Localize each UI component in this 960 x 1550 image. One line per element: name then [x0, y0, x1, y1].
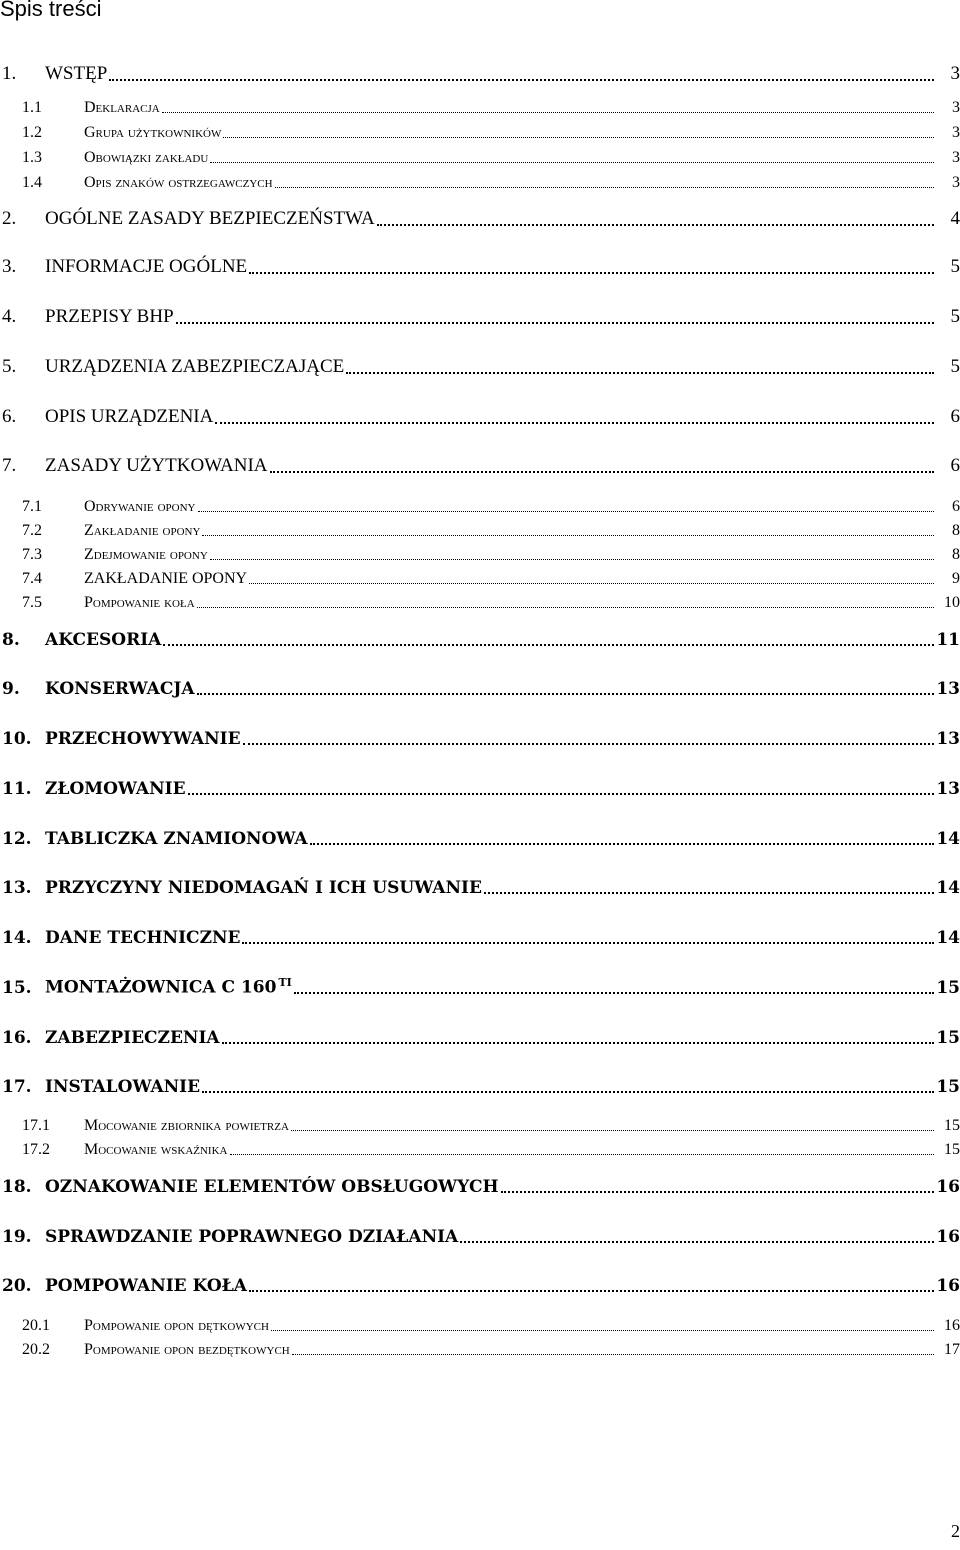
dot-leader — [202, 1091, 934, 1093]
dot-leader — [377, 224, 934, 226]
toc-entry-page: 8 — [952, 546, 960, 563]
toc-entry-label-text: Zakładanie opony — [84, 522, 201, 539]
toc-entry-page: 13 — [936, 679, 960, 699]
toc-entry-label — [84, 546, 208, 564]
toc-entry-label-text: OPIS URZĄDZENIA — [45, 406, 214, 427]
page-title: Spis treści — [0, 0, 102, 21]
toc-entry-label — [84, 1117, 289, 1135]
toc-entry-number: 4. — [2, 306, 17, 327]
toc-entry-label-text: URZĄDZENIA ZABEZPIECZAJĄCE — [45, 356, 345, 377]
dot-leader — [291, 1130, 934, 1131]
toc-entry[interactable] — [0, 405, 960, 429]
toc-entry-number: 20.1 — [22, 1317, 50, 1334]
dot-leader — [249, 583, 934, 584]
toc-entry[interactable] — [0, 119, 960, 143]
toc-entry-page: 13 — [936, 779, 960, 799]
toc-entry-label — [45, 1227, 458, 1247]
toc-entry-label-text: INFORMACJE OGÓLNE — [45, 256, 248, 277]
toc-entry-number: 17.2 — [22, 1141, 50, 1158]
dot-leader — [460, 1241, 934, 1243]
toc-entry-label — [45, 878, 482, 898]
dot-leader — [242, 942, 934, 944]
toc-entry-page: 16 — [936, 1227, 960, 1247]
toc-entry-label — [45, 976, 292, 998]
toc-entry-label — [45, 455, 268, 477]
toc-entry-page: 16 — [944, 1317, 960, 1334]
toc-entry-number: 5. — [2, 356, 17, 377]
toc-entry-page: 3 — [952, 99, 960, 116]
dot-leader — [501, 1191, 934, 1193]
toc-entry-label-text: TABLICZKA ZNAMIONOWA — [45, 829, 308, 849]
page-number: 2 — [951, 1521, 960, 1541]
toc-entry-label-text: ZAKŁADANIE OPONY — [84, 570, 248, 587]
toc-entry-label — [84, 498, 196, 516]
toc-entry-number: 1.2 — [22, 124, 42, 141]
toc-entry-page: 15 — [936, 1077, 960, 1097]
toc-entry-label-text: ZABEZPIECZENIA — [45, 1028, 220, 1048]
toc-entry-label-text: ZASADY UŻYTKOWANIA — [45, 455, 268, 476]
toc-entry-page: 11 — [936, 630, 960, 650]
toc-entry-label — [84, 99, 160, 117]
toc-entry-label — [45, 630, 161, 650]
toc-entry-label — [45, 779, 186, 799]
toc-entry[interactable] — [0, 1112, 960, 1136]
toc-entry[interactable] — [0, 454, 960, 478]
dot-leader — [109, 79, 934, 81]
toc-entry-label — [45, 63, 107, 85]
toc-entry[interactable] — [0, 62, 960, 86]
toc-entry-page: 15 — [944, 1117, 960, 1134]
toc-entry[interactable] — [0, 1025, 960, 1049]
toc-entry[interactable] — [0, 1174, 960, 1198]
toc-entry[interactable] — [0, 255, 960, 279]
dot-leader — [243, 743, 934, 745]
toc-entry-label — [45, 1276, 247, 1296]
toc-entry[interactable] — [0, 355, 960, 379]
toc-entry-label-text: MONTAŻOWNICA C 160 — [45, 978, 277, 998]
toc-entry-page: 13 — [936, 729, 960, 749]
toc-entry-label — [84, 570, 247, 588]
toc-entry-number: 13. — [2, 878, 32, 898]
toc-entry-number: 11. — [2, 779, 32, 799]
toc-entry-label-text: Grupa użytkowników — [84, 124, 222, 141]
toc-entry-number: 7.1 — [22, 498, 42, 515]
toc-entry-number: 9. — [2, 679, 20, 699]
toc-entry-label-text: INSTALOWANIE — [45, 1077, 201, 1097]
toc-entry-page: 17 — [944, 1341, 960, 1358]
dot-leader — [188, 793, 934, 795]
toc-entry-superscript: TI — [278, 976, 292, 990]
toc-entry-label — [84, 1141, 228, 1159]
dot-leader — [249, 272, 934, 274]
dot-leader — [197, 607, 934, 608]
toc-entry[interactable] — [0, 207, 960, 231]
dot-leader — [271, 1330, 934, 1331]
toc-entry-number: 19. — [2, 1227, 32, 1247]
toc-entry-label — [45, 928, 240, 948]
toc-entry-label-text: WSTĘP — [45, 63, 108, 84]
dot-leader — [484, 892, 934, 894]
toc-entry-number: 1.4 — [22, 174, 42, 191]
toc-entry-number: 15. — [2, 978, 32, 998]
dot-leader — [222, 1042, 934, 1044]
toc-entry-number: 6. — [2, 406, 17, 427]
toc-entry-page: 3 — [952, 174, 960, 191]
toc-entry[interactable] — [0, 305, 960, 329]
dot-leader — [210, 162, 934, 163]
dot-leader — [202, 535, 934, 536]
toc-entry[interactable] — [0, 169, 960, 193]
toc-entry-label — [45, 1177, 499, 1197]
dot-leader — [249, 1290, 934, 1292]
toc-entry-label-text: SPRAWDZANIE POPRAWNEGO DZIAŁANIA — [45, 1227, 459, 1247]
toc-entry-label — [84, 174, 273, 192]
toc-entry-page: 3 — [950, 63, 960, 84]
toc-entry-page: 6 — [950, 455, 960, 476]
toc-entry-number: 17. — [2, 1077, 32, 1097]
toc-entry-page: 6 — [952, 498, 960, 515]
toc-entry[interactable] — [0, 565, 960, 589]
toc-entry-label-text: PRZYCZYNY NIEDOMAGAŃ I ICH USUWANIE — [45, 878, 482, 898]
toc-entry-page: 6 — [950, 406, 960, 427]
toc-entry-label-text: Pompowanie opon dętkowych — [84, 1317, 269, 1334]
toc-entry-page: 15 — [944, 1141, 960, 1158]
toc-entry-label — [45, 679, 195, 699]
toc-entry-page: 5 — [950, 256, 960, 277]
toc-entry[interactable] — [0, 776, 960, 800]
toc-entry-page: 14 — [936, 878, 960, 898]
toc-entry-page: 10 — [944, 594, 960, 611]
toc-entry-label-text: Pompowanie opon bezdętkowych — [84, 1341, 290, 1358]
toc-entry[interactable] — [0, 676, 960, 700]
toc-entry-page: 3 — [952, 149, 960, 166]
dot-leader — [215, 422, 934, 424]
toc-entry-page: 8 — [952, 522, 960, 539]
toc-entry-page: 5 — [950, 356, 960, 377]
toc-entry[interactable] — [0, 144, 960, 168]
toc-entry[interactable] — [0, 1336, 960, 1360]
toc-entry[interactable] — [0, 1136, 960, 1160]
toc-entry[interactable] — [0, 726, 960, 750]
toc-entry-page: 5 — [950, 306, 960, 327]
toc-entry-label-text: Deklaracja — [84, 99, 160, 116]
toc-entry-label-text: Opis znaków ostrzegawczych — [84, 174, 273, 191]
toc-entry-label-text: Mocowanie wskaźnika — [84, 1141, 228, 1158]
toc-entry-page: 4 — [950, 208, 960, 229]
toc-entry-label — [84, 149, 208, 167]
toc-entry-label-text: ZŁOMOWANIE — [45, 779, 186, 799]
toc-entry-label — [45, 356, 344, 378]
toc-entry[interactable] — [0, 826, 960, 850]
toc-entry[interactable] — [0, 925, 960, 949]
toc-entry[interactable] — [0, 493, 960, 517]
toc-entry-label-text: DANE TECHNICZNE — [45, 928, 241, 948]
toc-entry[interactable] — [0, 975, 960, 999]
toc-entry-label — [45, 829, 308, 849]
toc-entry-page: 3 — [952, 124, 960, 141]
toc-entry-label-text: Zdejmowanie opony — [84, 546, 208, 563]
toc-entry-label-text: OZNAKOWANIE ELEMENTÓW OBSŁUGOWYCH — [45, 1177, 499, 1197]
toc-entry-label — [45, 306, 174, 328]
dot-leader — [270, 471, 934, 473]
toc-entry-label-text: PRZECHOWYWANIE — [45, 729, 241, 749]
toc-entry-page: 9 — [952, 570, 960, 587]
toc-entry[interactable] — [0, 1273, 960, 1297]
toc-entry-label — [45, 208, 375, 230]
toc-entry-label — [45, 256, 247, 278]
toc-entry-number: 1.3 — [22, 149, 42, 166]
toc-entry-label — [84, 1341, 290, 1359]
toc-entry-label — [45, 1077, 200, 1097]
toc-entry[interactable] — [0, 94, 960, 118]
toc-entry-label — [84, 124, 221, 142]
toc-entry-label — [45, 1028, 220, 1048]
toc-entry-page: 16 — [936, 1177, 960, 1197]
dot-leader — [230, 1154, 934, 1155]
toc-entry-number: 18. — [2, 1177, 32, 1197]
toc-entry-label — [45, 406, 213, 428]
dot-leader — [346, 372, 934, 374]
toc-entry-number: 1.1 — [22, 99, 42, 116]
dot-leader — [210, 559, 934, 560]
dot-leader — [292, 1354, 934, 1355]
toc-entry[interactable] — [0, 1074, 960, 1098]
toc-entry-number: 3. — [2, 256, 17, 277]
toc-entry-label-text: OGÓLNE ZASADY BEZPIECZEŃSTWA — [45, 208, 375, 229]
toc-entry-number: 14. — [2, 928, 32, 948]
toc-entry-number: 20. — [2, 1276, 32, 1296]
toc-entry-page: 16 — [936, 1276, 960, 1296]
toc-entry-label-text: AKCESORIA — [45, 630, 162, 650]
toc-entry-label — [45, 729, 241, 749]
toc-entry[interactable] — [0, 1224, 960, 1248]
toc-entry-number: 7. — [2, 455, 17, 476]
dot-leader — [310, 843, 934, 845]
dot-leader — [176, 322, 934, 324]
toc-entry-number: 7.2 — [22, 522, 42, 539]
toc-entry-number: 1. — [2, 63, 17, 84]
toc-entry-number: 16. — [2, 1028, 32, 1048]
toc-entry-label — [84, 522, 200, 540]
dot-leader — [223, 137, 934, 138]
dot-leader — [275, 187, 934, 188]
toc-entry-page: 15 — [936, 1028, 960, 1048]
toc-entry-number: 10. — [2, 729, 32, 749]
toc-entry-page: 14 — [936, 829, 960, 849]
toc-entry[interactable] — [0, 875, 960, 899]
toc-entry-label-text: Odrywanie opony — [84, 498, 196, 515]
dot-leader — [294, 992, 934, 994]
dot-leader — [197, 693, 934, 695]
toc-entry-number: 8. — [2, 630, 20, 650]
toc-entry-label-text: Mocowanie zbiornika powietrza — [84, 1117, 289, 1134]
toc-entry[interactable] — [0, 517, 960, 541]
toc-entry[interactable] — [0, 541, 960, 565]
toc-entry-label-text: POMPOWANIE KOŁA — [45, 1276, 247, 1296]
dot-leader — [198, 511, 934, 512]
toc-entry-number: 7.5 — [22, 594, 42, 611]
toc-entry-number: 20.2 — [22, 1341, 50, 1358]
toc-entry-label — [84, 594, 195, 612]
dot-leader — [163, 644, 934, 646]
toc-entry-label-text: Pompowanie koła — [84, 594, 195, 611]
toc-entry-label-text: PRZEPISY BHP — [45, 306, 174, 327]
toc-entry-number: 7.4 — [22, 570, 42, 587]
toc-entry-number: 17.1 — [22, 1117, 50, 1134]
toc-entry-number: 12. — [2, 829, 32, 849]
toc-entry-label-text: Obowiązki zakładu — [84, 149, 209, 166]
toc-entry[interactable] — [0, 1312, 960, 1336]
toc-entry-page: 14 — [936, 928, 960, 948]
toc-entry[interactable] — [0, 627, 960, 651]
toc-entry-page: 15 — [936, 978, 960, 998]
dot-leader — [162, 112, 934, 113]
toc-entry[interactable] — [0, 589, 960, 613]
toc-entry-number: 7.3 — [22, 546, 42, 563]
toc-entry-label — [84, 1317, 269, 1335]
toc-entry-label-text: KONSERWACJA — [45, 679, 195, 699]
toc-entry-number: 2. — [2, 208, 17, 229]
